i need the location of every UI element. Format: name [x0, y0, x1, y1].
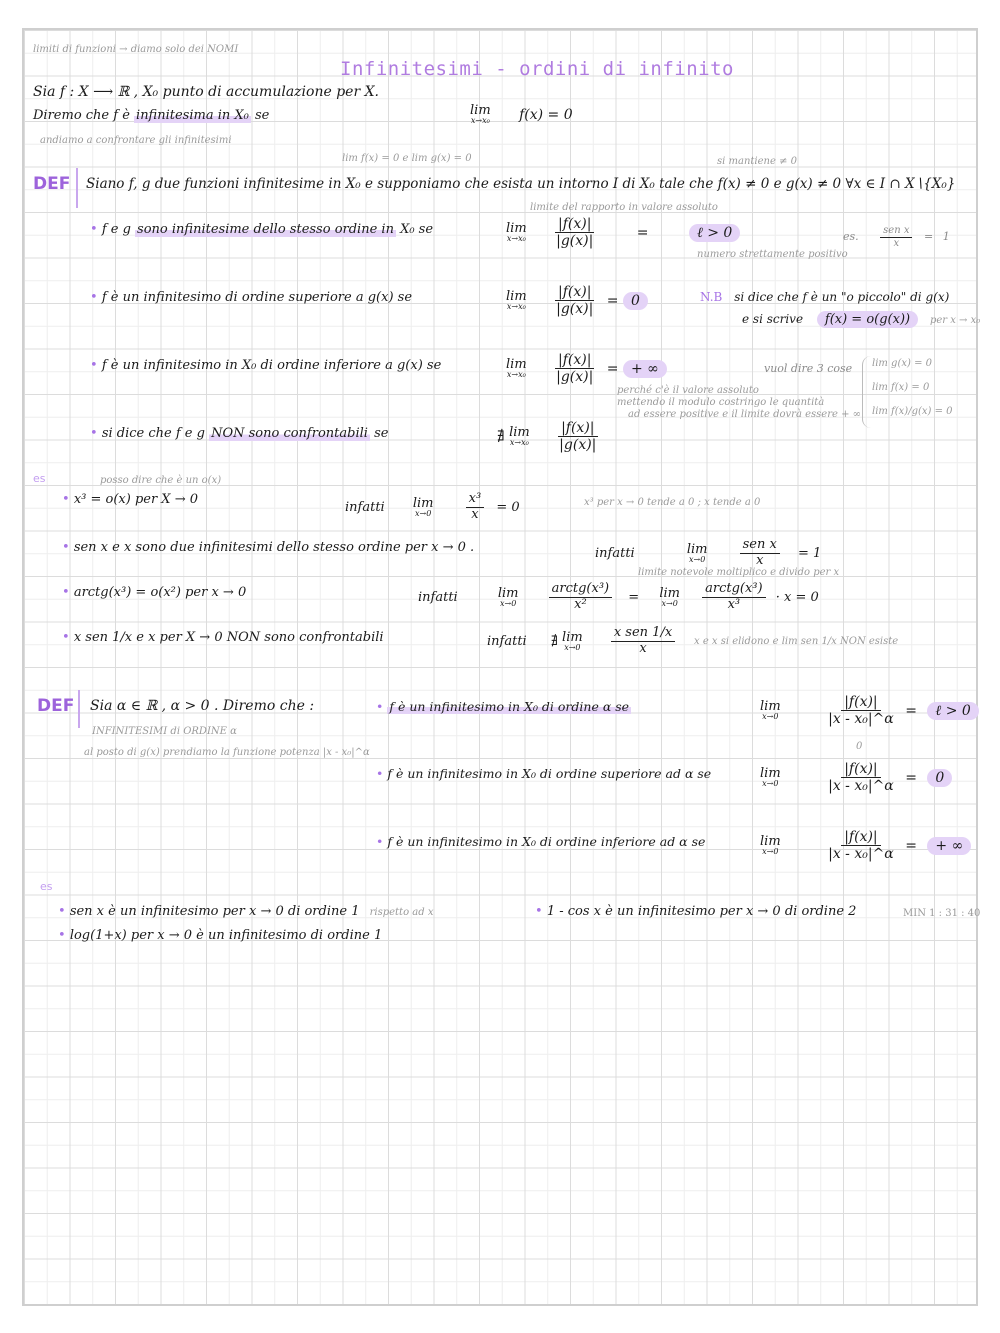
top-note: limiti di funzioni → diamo solo dei NOMI	[33, 44, 239, 55]
intro-note-limits: lim f(x) = 0 e lim g(x) = 0	[342, 153, 472, 164]
example2-row-1a: • sen x è un infinitesimo per x → 0 di ordine 1 rispetto ad x	[58, 904, 434, 919]
example-row-2-proof: infatti lim x→0 $\frac{\text{sen x}}{x}$ = 1	[595, 537, 822, 568]
def1-statement: Siano f, g due funzioni infinitesime in X₀ e supponiamo che esista un intorno I di X₀ tale che f(x) ≠ 0 e g(x) ≠ 0 ∀x ∈ I ∩ X∖{X₀}	[86, 176, 956, 192]
def2-item-2: • f è un infinitesimo in X₀ di ordine superiore ad α se	[376, 766, 712, 781]
result-pill: ℓ > 0	[927, 702, 978, 720]
def1-item-1: • f e g sono infinitesime dello stesso ordine in X₀ se	[90, 222, 434, 237]
example-row-4: • x sen 1/x e x per X → 0 NON sono confrontabili	[62, 630, 384, 645]
def-tag-2: DEF	[37, 696, 75, 716]
def1-item-2: • f è un infinitesimo di ordine superiore a g(x) se	[90, 290, 413, 305]
timestamp: MIN 1 : 31 : 40	[903, 908, 981, 919]
def2-statement: Sia α ∈ ℝ , α > 0 . Diremo che :	[90, 698, 315, 714]
infinitesima-highlight: infinitesima in X₀	[136, 108, 249, 123]
abs-note-2: mettendo il modulo costringo le quantità	[617, 397, 825, 408]
intro-line-1: Sia f : X ⟶ ℝ , X₀ punto di accumulazione per X.	[33, 84, 380, 100]
def1-item-4-limit: ∄ lim x→x₀ $\frac{|f(x)|}{|g(x)|}$	[497, 420, 597, 454]
examples-label-2: es	[40, 880, 53, 893]
def-bar-2	[78, 690, 80, 728]
three-things-2: lim f(x) = 0	[872, 382, 930, 393]
def2-sub-1: INFINITESIMI di ORDINE α	[92, 726, 237, 737]
result-pill: 0	[623, 292, 648, 310]
def1-item-4: • si dice che f e g NON sono confrontabili se	[90, 426, 389, 441]
example2-row-1b: • 1 - cos x è un infinitesimo per x → 0 di ordine 2	[535, 904, 857, 919]
example-row-4-note: x e x si elidono e lim sen 1/x NON esiste	[694, 636, 899, 647]
def2-item-1: • f è un infinitesimo in X₀ di ordine α se	[376, 699, 630, 714]
example2-row-2: • log(1+x) per x → 0 è un infinitesimo di ordine 1	[58, 928, 383, 943]
result-pill: ℓ > 0	[689, 224, 740, 242]
side-example: es. $\frac{\text{sen x}}{x}$ = 1	[843, 225, 950, 249]
def1-item-3-limit: lim x→x₀ $\frac{|f(x)|}{|g(x)|}$ = + ∞	[506, 352, 667, 385]
def2-item-3: • f è un infinitesimo in X₀ di ordine inferiore ad α se	[376, 834, 706, 849]
examples-hint: posso dire che è un o(x)	[100, 475, 222, 486]
example-row-1-proof: infatti lim x→0 $\frac{\text{x³}}{x}$ = 0	[345, 491, 520, 522]
example-row-3: • arctg(x³) = o(x²) per x → 0	[62, 585, 247, 600]
example-row-1: • x³ = o(x) per X → 0	[62, 492, 198, 507]
result-pill: + ∞	[927, 837, 971, 855]
intro-line-2: Diremo che f è infinitesima in X₀ se	[33, 108, 270, 123]
examples-label-1: es	[33, 472, 46, 485]
example-row-4-proof: infatti ∄ lim x→0 $\frac{\text{x sen 1/x}}{x}$	[487, 626, 675, 657]
def2-item-1-limit: lim x→0 $\frac{|f(x)|}{\text{|x - x₀|\textasciicircum{}α}}$ = ℓ > 0	[760, 694, 979, 727]
note-positive: numero strettamente positivo	[697, 249, 848, 260]
def2-under-zero: 0	[856, 741, 863, 752]
intro-limit: lim x→x₀ f(x) = 0	[470, 103, 573, 125]
note-abs-ratio: limite del rapporto in valore assoluto	[530, 202, 718, 213]
def2-sub-2: al posto di g(x) prendiamo la funzione potenza |x - x₀|^α	[84, 747, 370, 758]
result-pill: + ∞	[623, 360, 667, 378]
three-things-note: vuol dire 3 cose	[764, 362, 853, 375]
abs-note-1: perché c'è il valore assoluto	[617, 385, 759, 396]
example-row-3-proof: infatti lim x→0 $\frac{\text{arctg(x³)}}{\text{x²}}$ = lim x→0 $\frac{\text{arctg(x³)}}{\text{x³}}$ · x = 0	[418, 581, 819, 612]
def1-item-2-limit: lim x→x₀ $\frac{|f(x)|}{|g(x)|}$ = 0	[506, 284, 648, 317]
def2-item-3-limit: lim x→0 $\frac{|f(x)|}{\text{|x - x₀|\textasciicircum{}α}}$ = + ∞	[760, 829, 971, 862]
nb-formula: e si scrive f(x) = o(g(x)) per x → x₀	[742, 312, 981, 327]
three-things-3: lim f(x)/g(x) = 0	[872, 406, 953, 417]
brace	[862, 356, 871, 428]
example-row-2: • sen x e x sono due infinitesimi dello stesso ordine per x → 0 .	[62, 540, 475, 555]
def-bar-1	[76, 168, 78, 208]
result-pill: 0	[927, 769, 952, 787]
grid-paper-sheet	[22, 28, 981, 1306]
intro-note: andiamo a confrontare gli infinitesimi	[40, 135, 232, 146]
page-title: Infinitesimi - ordini di infinito	[340, 58, 734, 80]
note-nonzero: si mantiene ≠ 0	[717, 156, 797, 167]
nb-note: N.B si dice che f è un "o piccolo" di g(x)	[700, 290, 950, 304]
def1-item-1-limit: lim x→x₀ $\frac{|f(x)|}{|g(x)|}$ = ℓ > 0	[506, 216, 740, 249]
def1-item-3: • f è un infinitesimo in X₀ di ordine inferiore a g(x) se	[90, 358, 442, 373]
example-row-3-note: limite notevole moltiplico e divido per x	[638, 567, 840, 578]
three-things-1: lim g(x) = 0	[872, 358, 932, 369]
example-row-1-note: x³ per x → 0 tende a 0 ; x tende a 0	[584, 497, 761, 508]
def2-item-2-limit: lim x→0 $\frac{|f(x)|}{\text{|x - x₀|\textasciicircum{}α}}$ = 0	[760, 761, 952, 794]
def-tag-1: DEF	[33, 174, 71, 194]
abs-note-3: ad essere positive e il limite dovrà essere + ∞	[628, 409, 861, 420]
